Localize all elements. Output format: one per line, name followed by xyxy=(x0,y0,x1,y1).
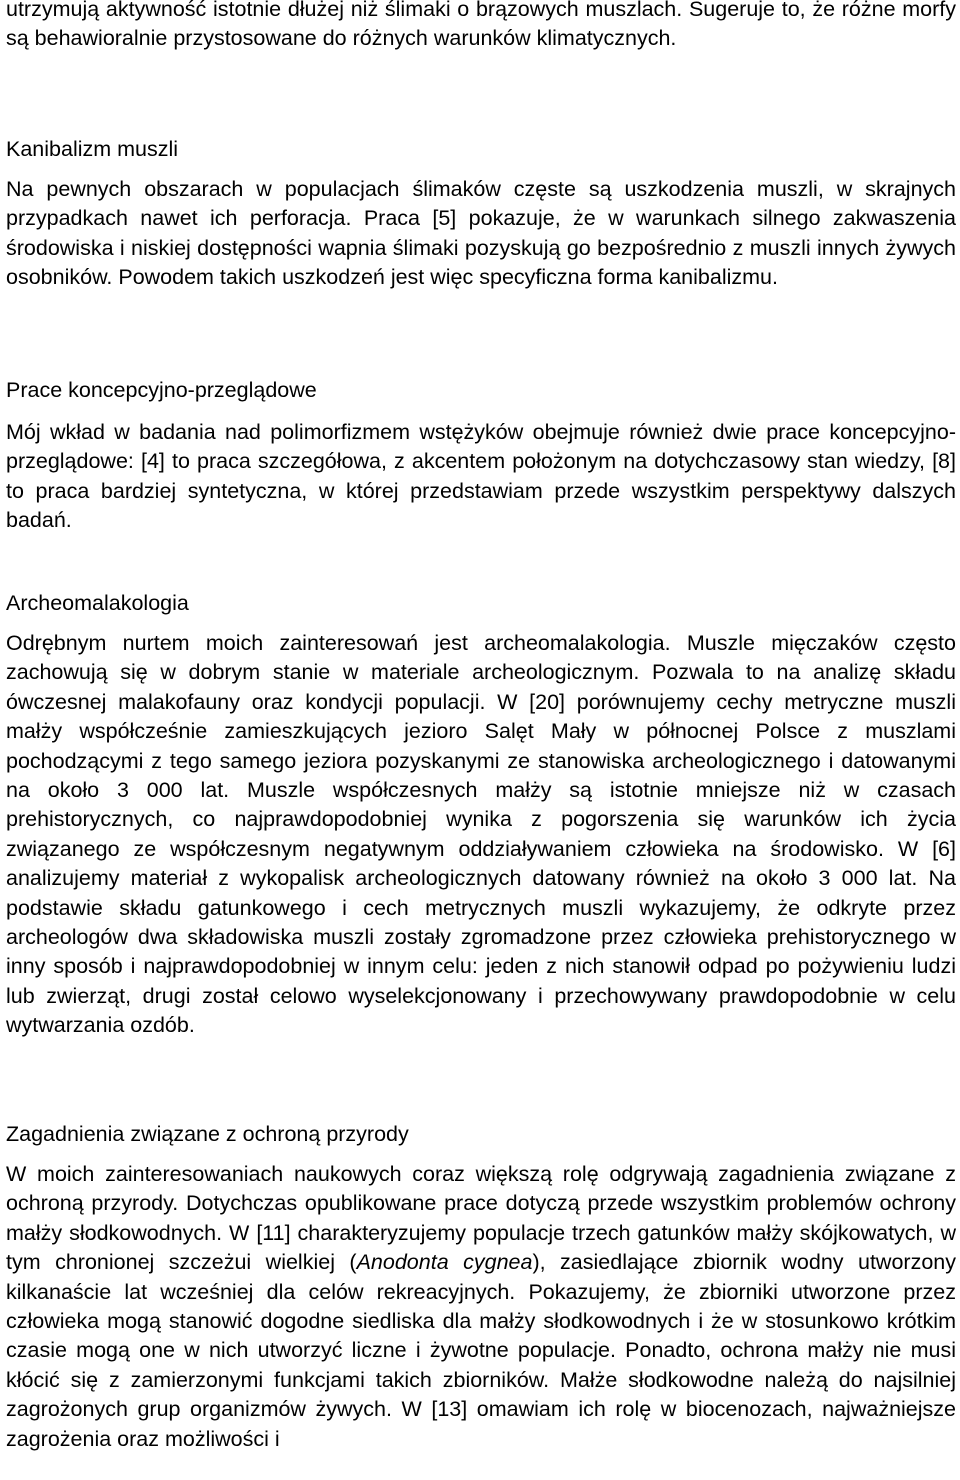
ochrona-text-part1: W moich zainteresowaniach naukowych coraz większą rolę odgrywają zagadnienia związane z ochroną przyrody. Dotychczas opublikowane prace dotyczą przede wszystkim problemów ochrony małży słodkowodnych. W [11] charakteryzujemy populacje trzech gatunków małży skójkowatych, w tym chronionej szczeżui wielkiej ( xyxy=(6,1162,956,1275)
section-heading-kanibalizm: Kanibalizm muszli xyxy=(6,137,179,161)
ochrona-text-part2: ), zasiedlające zbiornik wodny utworzony kilkanaście lat wcześniej dla celów rekreacyjnych. Pokazujemy, że zbiorniki utworzone przez człowieka mogą stanowić dogodne siedliska dla małży słodkowodnych i że w stosunkowo krótkim czasie mogą one w nich utworzyć liczne i żywotne populacje. Ponadto, ochrona małży nie musi kłócić się z zamierzonymi funkcjami takich zbiorników. Małże słodkowodne należą do najsilniej zagrożonych grup organizmów żywych. W [13] omawiam ich rolę w biocenozach, najważniejsze zagrożenia oraz możliwości i xyxy=(6,1250,956,1451)
section-paragraph-ochrona xyxy=(6,1160,956,1454)
intro-paragraph: utrzymują aktywność istotnie dłużej niż ślimaki o brązowych muszlach. Sugeruje to, że różne morfy są behawioralnie przystosowane do różnych warunków klimatycznych. xyxy=(6,0,956,51)
species-name: Anodonta cygnea xyxy=(356,1250,533,1275)
section-heading-archeomalakologia: Archeomalakologia xyxy=(6,591,189,615)
section-heading-prace: Prace koncepcyjno-przeglądowe xyxy=(6,378,317,402)
section-paragraph-prace: Mój wkład w badania nad polimorfizmem wstężyków obejmuje również dwie prace koncepcyjno-przeglądowe: [4] to praca szczegółowa, z akcentem położonym na dotychczasowy stan wiedzy, [8] to praca bardziej syntetyczna, w której przedstawiam przede wszystkim perspektywy dalszych badań. xyxy=(6,420,956,533)
section-paragraph-archeomalakologia: Odrębnym nurtem moich zainteresowań jest archeomalakologia. Muszle mięczaków często zachowują się w dobrym stanie w materiale archeologicznym. Pozwala to na analizę składu ówczesnej malakofauny oraz kondycji populacji. W [20] porównujemy cechy metryczne muszli małży współcześnie zamieszkujących jezioro Salęt Mały w północnej Polsce z muszlami pochodzącymi z tego samego jeziora pozyskanymi ze stanowiska archeologicznego i datowanymi na około 3 000 lat. Muszle współczesnych małży są istotnie mniejsze niż w czasach prehistorycznych, co najprawdopodobniej wynika z pogorszenia się warunków ich życia związanego ze współczesnym negatywnym oddziaływaniem człowieka na środowisko. W [6] analizujemy materiał z wykopalisk archeologicznych datowany również na około 3 000 lat. Na podstawie składu gatunkowego i cech metrycznych muszli wykazujemy, że odkryte przez archeologów dwa składowiska muszli zostały zgromadzone przez człowieka prehistorycznego w inny sposób i najprawdopodobniej w innym celu: jeden z nich stanowił odpad po pożywieniu ludzi lub zwierząt, drugi został celowo wyselekcjonowany i przechowywany prawdopodobnie w celu wytwarzania ozdób. xyxy=(6,631,956,1038)
section-paragraph-kanibalizm: Na pewnych obszarach w populacjach ślimaków częste są uszkodzenia muszli, w skrajnych przypadkach nawet ich perforacja. Praca [5] pokazuje, że w warunkach silnego zakwaszenia środowiska i niskiej dostępności wapnia ślimaki pozyskują go bezpośrednio z muszli innych żywych osobników. Powodem takich uszkodzeń jest więc specyficzna forma kanibalizmu. xyxy=(6,177,956,290)
section-heading-ochrona: Zagadnienia związane z ochroną przyrody xyxy=(6,1122,409,1146)
